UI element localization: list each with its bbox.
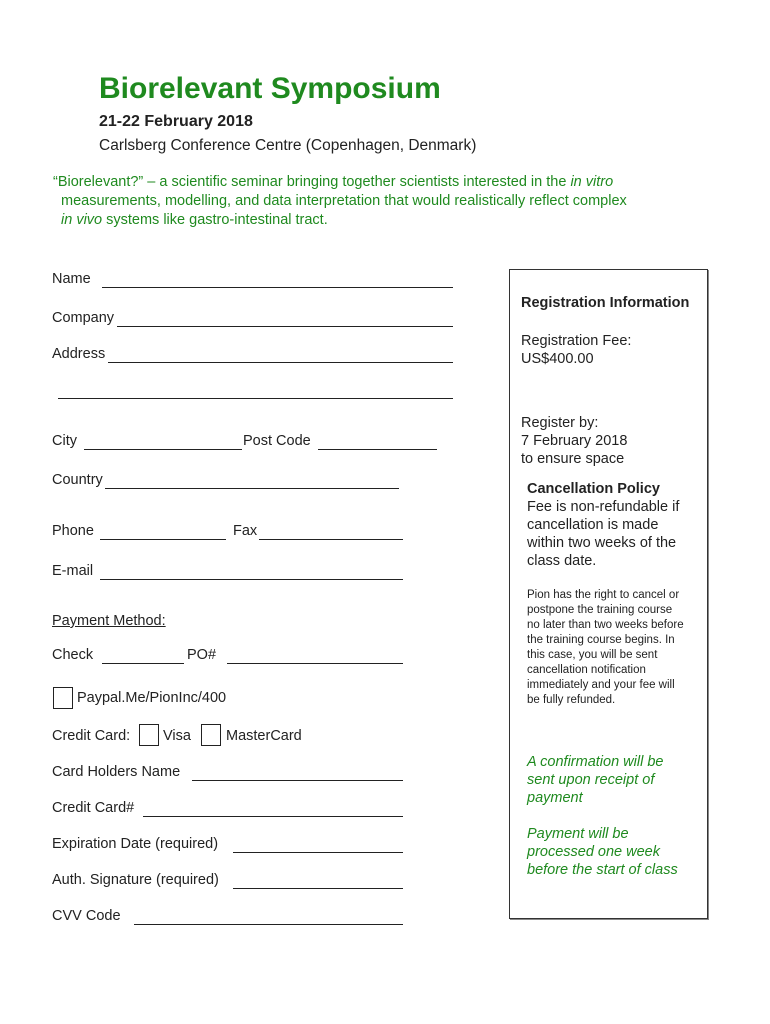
check-field[interactable] xyxy=(102,663,184,664)
country-field[interactable] xyxy=(105,488,399,489)
cancellation-line: Fee is non-refundable if xyxy=(527,499,680,515)
phone-field[interactable] xyxy=(100,539,226,540)
credit-card-label: Credit Card: xyxy=(52,728,131,744)
processing-line: Payment will be xyxy=(527,826,629,842)
pion-policy-line: postpone the training course xyxy=(527,604,673,616)
visa-checkbox[interactable] xyxy=(139,724,159,746)
credit-card-number-field[interactable] xyxy=(143,816,403,817)
phone-label: Phone xyxy=(52,523,94,539)
intro-text-2: measurements, modelling, and data interpretation that would realistically reflect complex xyxy=(61,193,627,209)
auth-signature-field[interactable] xyxy=(233,888,403,889)
card-holders-label: Card Holders Name xyxy=(52,764,181,780)
pion-policy-line: the training course begins. In xyxy=(527,634,675,646)
intro-line-3 xyxy=(53,211,673,230)
name-field[interactable] xyxy=(102,287,453,288)
fee-value: US$400.00 xyxy=(521,351,594,367)
confirmation-line: sent upon receipt of xyxy=(527,772,655,788)
cancellation-heading: Cancellation Policy xyxy=(527,481,660,497)
auth-signature-label: Auth. Signature (required) xyxy=(52,872,219,888)
cancellation-line: cancellation is made xyxy=(527,517,659,533)
event-date: 21-22 February 2018 xyxy=(99,113,253,130)
intro-text-1: “Biorelevant?” – a scientific seminar bringing together scientists interested in the xyxy=(53,174,571,190)
mastercard-label: MasterCard xyxy=(226,728,302,744)
cvv-field[interactable] xyxy=(134,924,403,925)
intro-italic-2: in vivo xyxy=(61,212,103,228)
confirmation-line: payment xyxy=(527,790,583,806)
panel-heading: Registration Information xyxy=(521,295,690,311)
po-label: PO# xyxy=(187,647,217,663)
address-label: Address xyxy=(52,346,106,362)
expiration-field[interactable] xyxy=(233,852,403,853)
processing-line: processed one week xyxy=(527,844,660,860)
pion-policy-line: no later than two weeks before xyxy=(527,619,684,631)
company-field[interactable] xyxy=(117,326,453,327)
register-by-date: 7 February 2018 xyxy=(521,433,628,449)
register-by-label: Register by: xyxy=(521,415,599,431)
expiration-label: Expiration Date (required) xyxy=(52,836,219,852)
fee-label: Registration Fee: xyxy=(521,333,632,349)
cvv-label: CVV Code xyxy=(52,908,121,924)
confirmation-line: A confirmation will be xyxy=(527,754,664,770)
event-venue: Carlsberg Conference Centre (Copenhagen, Denmark) xyxy=(99,137,477,154)
company-label: Company xyxy=(52,310,115,326)
register-by-note: to ensure space xyxy=(521,451,625,467)
pion-policy-line: immediately and your fee will xyxy=(527,679,675,691)
visa-label: Visa xyxy=(163,728,191,744)
paypal-label: Paypal.Me/PionInc/400 xyxy=(77,690,227,706)
payment-method-label: Payment Method: xyxy=(52,613,166,629)
event-intro xyxy=(53,173,673,230)
email-field[interactable] xyxy=(100,579,403,580)
card-holders-field[interactable] xyxy=(192,780,403,781)
pion-policy-line: this case, you will be sent xyxy=(527,649,658,661)
fax-field[interactable] xyxy=(259,539,403,540)
cancellation-line: class date. xyxy=(527,553,597,569)
mastercard-checkbox[interactable] xyxy=(201,724,221,746)
check-label: Check xyxy=(52,647,94,663)
paypal-checkbox[interactable] xyxy=(53,687,73,709)
email-label: E-mail xyxy=(52,563,94,579)
address-field-line-2[interactable] xyxy=(58,398,453,399)
country-label: Country xyxy=(52,472,103,488)
address-field[interactable] xyxy=(108,362,453,363)
name-label: Name xyxy=(52,271,91,287)
processing-line: before the start of class xyxy=(527,862,678,878)
intro-italic-1: in vitro xyxy=(570,174,614,190)
postcode-field[interactable] xyxy=(318,449,437,450)
page-title: Biorelevant Symposium xyxy=(99,72,441,105)
city-field[interactable] xyxy=(84,449,242,450)
pion-policy-line: cancellation notification xyxy=(527,664,646,676)
pion-policy-line: be fully refunded. xyxy=(527,694,616,706)
cancellation-line: within two weeks of the xyxy=(527,535,677,551)
postcode-label: Post Code xyxy=(243,433,311,449)
credit-card-number-label: Credit Card# xyxy=(52,800,135,816)
city-label: City xyxy=(52,433,77,449)
pion-policy-line: Pion has the right to cancel or xyxy=(527,589,680,601)
fax-label: Fax xyxy=(233,523,258,539)
intro-text-3: systems like gastro-intestinal tract. xyxy=(102,212,328,228)
po-field[interactable] xyxy=(227,663,403,664)
